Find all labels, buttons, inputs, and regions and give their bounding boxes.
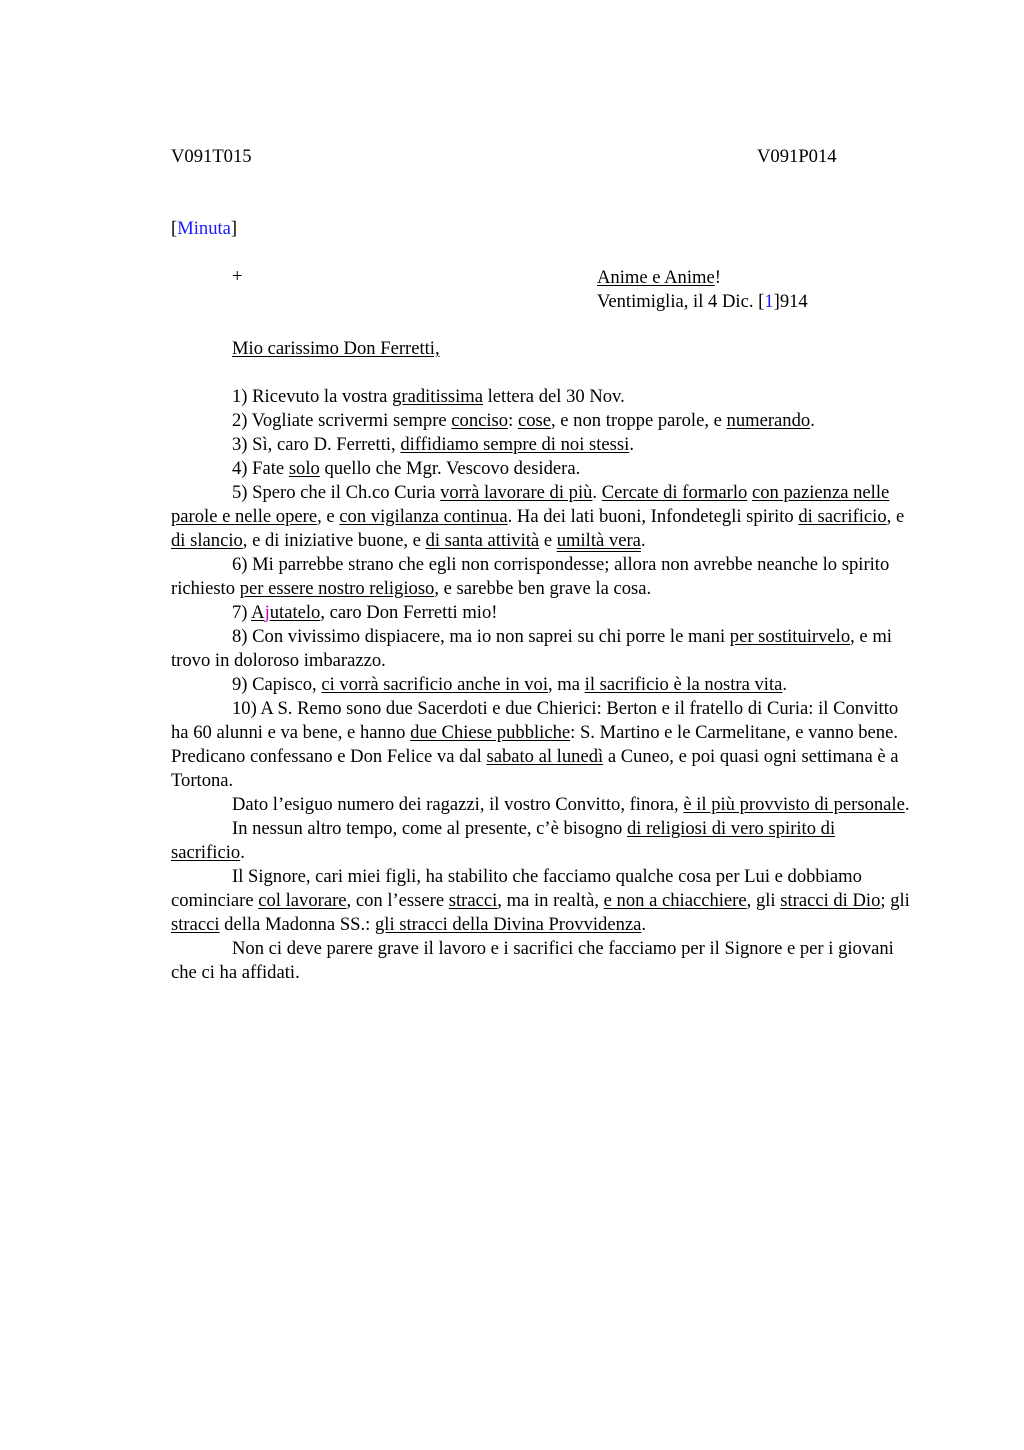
point-1: 1) Ricevuto la vostra graditissima lettera del 30 Nov. [232, 386, 625, 407]
point-2: 2) Vogliate scrivermi sempre conciso: cose, e non troppe parole, e numerando. [232, 410, 815, 431]
paragraph-religiosi: In nessun altro tempo, come al presente, c’è bisogno di religiosi di vero spirito di sacrificio. [171, 818, 836, 863]
archive-code-left: V091T015 [171, 146, 252, 167]
point-8: 8) Con vivissimo dispiacere, ma io non saprei su chi porre le mani per sostituirvelo, e mi trovo in doloroso imbarazzo. [171, 626, 892, 671]
point-7: 7) Ajutatelo, caro Don Ferretti mio! [232, 602, 498, 623]
point-6: 6) Mi parrebbe strano che egli non corrispondesse; allora non avrebbe neanche lo spirito richiesto per essere nostro religioso, e sarebbe ben grave la cosa. [171, 554, 890, 599]
point-10: 10) A S. Remo sono due Sacerdoti e due Chierici: Berton e il fratello di Curia: il Convitto ha 60 alunni e va bene, e hanno due Chiese pubbliche: S. Martino e le Carmelitane, e vanno bene. Predicano confessano e Don Felice va dal sabato al lunedì a Cuneo, e poi quasi ogni settimana è a Tortona. [171, 698, 899, 791]
minuta-text: Minuta [177, 218, 231, 239]
cross-symbol: + [232, 266, 243, 287]
point-5: 5) Spero che il Ch.co Curia vorrà lavorare di più. Cercate di formarlo con pazienza nelle parole e nelle opere, e con vigilanza continua. Ha dei lati buoni, Infondetegli spirito di sacrificio, e di slancio, e di iniziative buone, e di santa attività e umiltà vera. [171, 482, 905, 551]
letter-body [171, 385, 911, 985]
minuta-label: [Minuta] [171, 218, 238, 239]
point-3: 3) Sì, caro D. Ferretti, diffidiamo sempre di noi stessi. [232, 434, 634, 455]
motto-line: Anime e Anime! [597, 267, 721, 288]
paragraph-stracci: Il Signore, cari miei figli, ha stabilito che facciamo qualche cosa per Lui e dobbiamo cominciare col lavorare, con l’essere stracci, ma in realtà, e non a chiacchiere, gli stracci di Dio; gli stracci della Madonna SS.: gli stracci della Divina Provvidenza. [171, 866, 910, 935]
point-4: 4) Fate solo quello che Mgr. Vescovo desidera. [232, 458, 581, 479]
date-line: Ventimiglia, il 4 Dic. [1]914 [597, 291, 808, 312]
paragraph-closing: Non ci deve parere grave il lavoro e i sacrifici che facciamo per il Signore e per i giovani che ci ha affidati. [171, 938, 894, 983]
salutation: Mio carissimo Don Ferretti, [232, 338, 440, 359]
point-9: 9) Capisco, ci vorrà sacrificio anche in voi, ma il sacrificio è la nostra vita. [232, 674, 788, 695]
archive-code-right: V091P014 [757, 146, 837, 167]
letter-heading [597, 266, 808, 314]
paragraph-convitto: Dato l’esiguo numero dei ragazzi, il vostro Convitto, finora, è il più provvisto di personale. [232, 794, 910, 815]
